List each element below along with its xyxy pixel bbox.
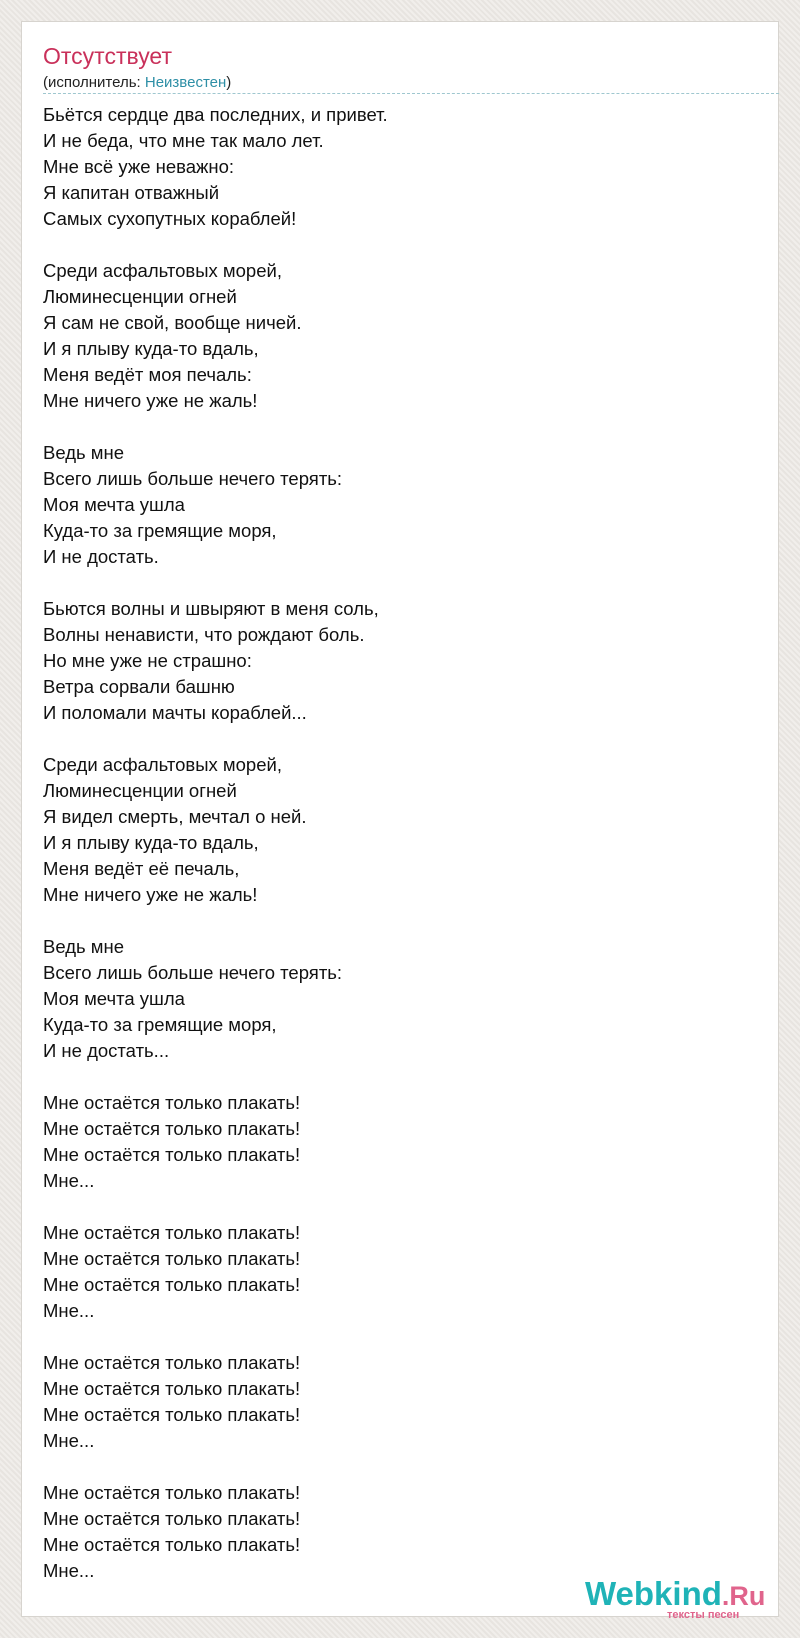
logo-tld: .Ru [721,1581,766,1611]
lyric-line: Мне ничего уже не жаль! [43,390,258,411]
lyric-line: Всего лишь больше нечего терять: [43,468,343,489]
lyric-line: Мне остаётся только плакать! [43,1092,301,1113]
stanza-gap [43,908,743,934]
lyric-line: Мне... [43,1560,95,1581]
lyric-line: Самых сухопутных кораблей! [43,208,297,229]
lyric-line: Мне остаётся только плакать! [43,1508,301,1529]
lyric-line: Ведь мне [43,936,125,957]
lyric-line: Мне... [43,1170,95,1191]
lyric-line: Я сам не свой, вообще ничей. [43,312,302,333]
stanza-gap [43,1064,743,1090]
lyric-line: Меня ведёт моя печаль: [43,364,252,385]
lyric-line: И не беда, что мне так мало лет. [43,130,324,151]
song-title: Отсутствует [43,43,172,69]
lyric-line: Меня ведёт её печаль, [43,858,240,879]
artist-close: ) [226,74,232,91]
logo-tagline: тексты песен [667,1609,740,1621]
stanza-gap [43,1454,743,1480]
lyrics-text [43,102,743,1584]
title-divider [43,93,779,94]
lyric-line: Мне всё уже неважно: [43,156,235,177]
lyric-line: Мне остаётся только плакать! [43,1274,301,1295]
lyric-line: И я плыву куда-то вдаль, [43,338,259,359]
lyric-line: Волны ненависти, что рождают боль. [43,624,365,645]
lyric-line: И не достать. [43,546,159,567]
lyric-line: Мне остаётся только плакать! [43,1534,301,1555]
lyric-line: И не достать... [43,1040,170,1061]
lyric-line: Мне остаётся только плакать! [43,1378,301,1399]
lyric-line: Я капитан отважный [43,182,220,203]
stanza-gap [43,1194,743,1220]
lyric-line: Мне остаётся только плакать! [43,1482,301,1503]
stanza-gap [43,1324,743,1350]
lyric-line: Мне остаётся только плакать! [43,1404,301,1425]
artist-label: (исполнитель: [43,74,145,91]
artist-link[interactable]: Неизвестен [144,74,227,91]
lyric-line: Люминесценции огней [43,780,237,801]
lyric-line: Среди асфальтовых морей, [43,260,282,281]
lyric-line: Бьются волны и швыряют в меня соль, [43,598,379,619]
lyrics-card [21,21,779,1621]
lyric-line: Мне остаётся только плакать! [43,1222,301,1243]
lyric-line: Всего лишь больше нечего терять: [43,962,343,983]
lyric-line: Моя мечта ушла [43,988,185,1009]
lyric-line: Но мне уже не страшно: [43,650,252,671]
stanza-gap [43,414,743,440]
lyric-line: Мне остаётся только плакать! [43,1248,301,1269]
lyric-line: Люминесценции огней [43,286,237,307]
lyric-line: И поломали мачты кораблей... [43,702,307,723]
site-logo[interactable] [585,1575,795,1625]
lyric-line: И я плыву куда-то вдаль, [43,832,259,853]
lyric-line: Среди асфальтовых морей, [43,754,282,775]
lyric-line: Мне остаётся только плакать! [43,1352,301,1373]
lyric-line: Куда-то за гремящие моря, [43,520,277,541]
lyric-line: Мне ничего уже не жаль! [43,884,258,905]
logo-name: Webkind [585,1575,722,1612]
lyric-line: Мне... [43,1430,95,1451]
stanza-gap [43,726,743,752]
lyric-line: Мне остаётся только плакать! [43,1118,301,1139]
artist-line [43,73,231,93]
lyric-line: Моя мечта ушла [43,494,185,515]
lyric-line: Мне остаётся только плакать! [43,1144,301,1165]
stanza-gap [43,232,743,258]
lyric-line: Мне... [43,1300,95,1321]
lyric-line: Куда-то за гремящие моря, [43,1014,277,1035]
stanza-gap [43,570,743,596]
lyric-line: Бьётся сердце два последних, и привет. [43,104,388,125]
lyric-line: Ведь мне [43,442,125,463]
lyric-line: Ветра сорвали башню [43,676,235,697]
lyric-line: Я видел смерть, мечтал о ней. [43,806,307,827]
